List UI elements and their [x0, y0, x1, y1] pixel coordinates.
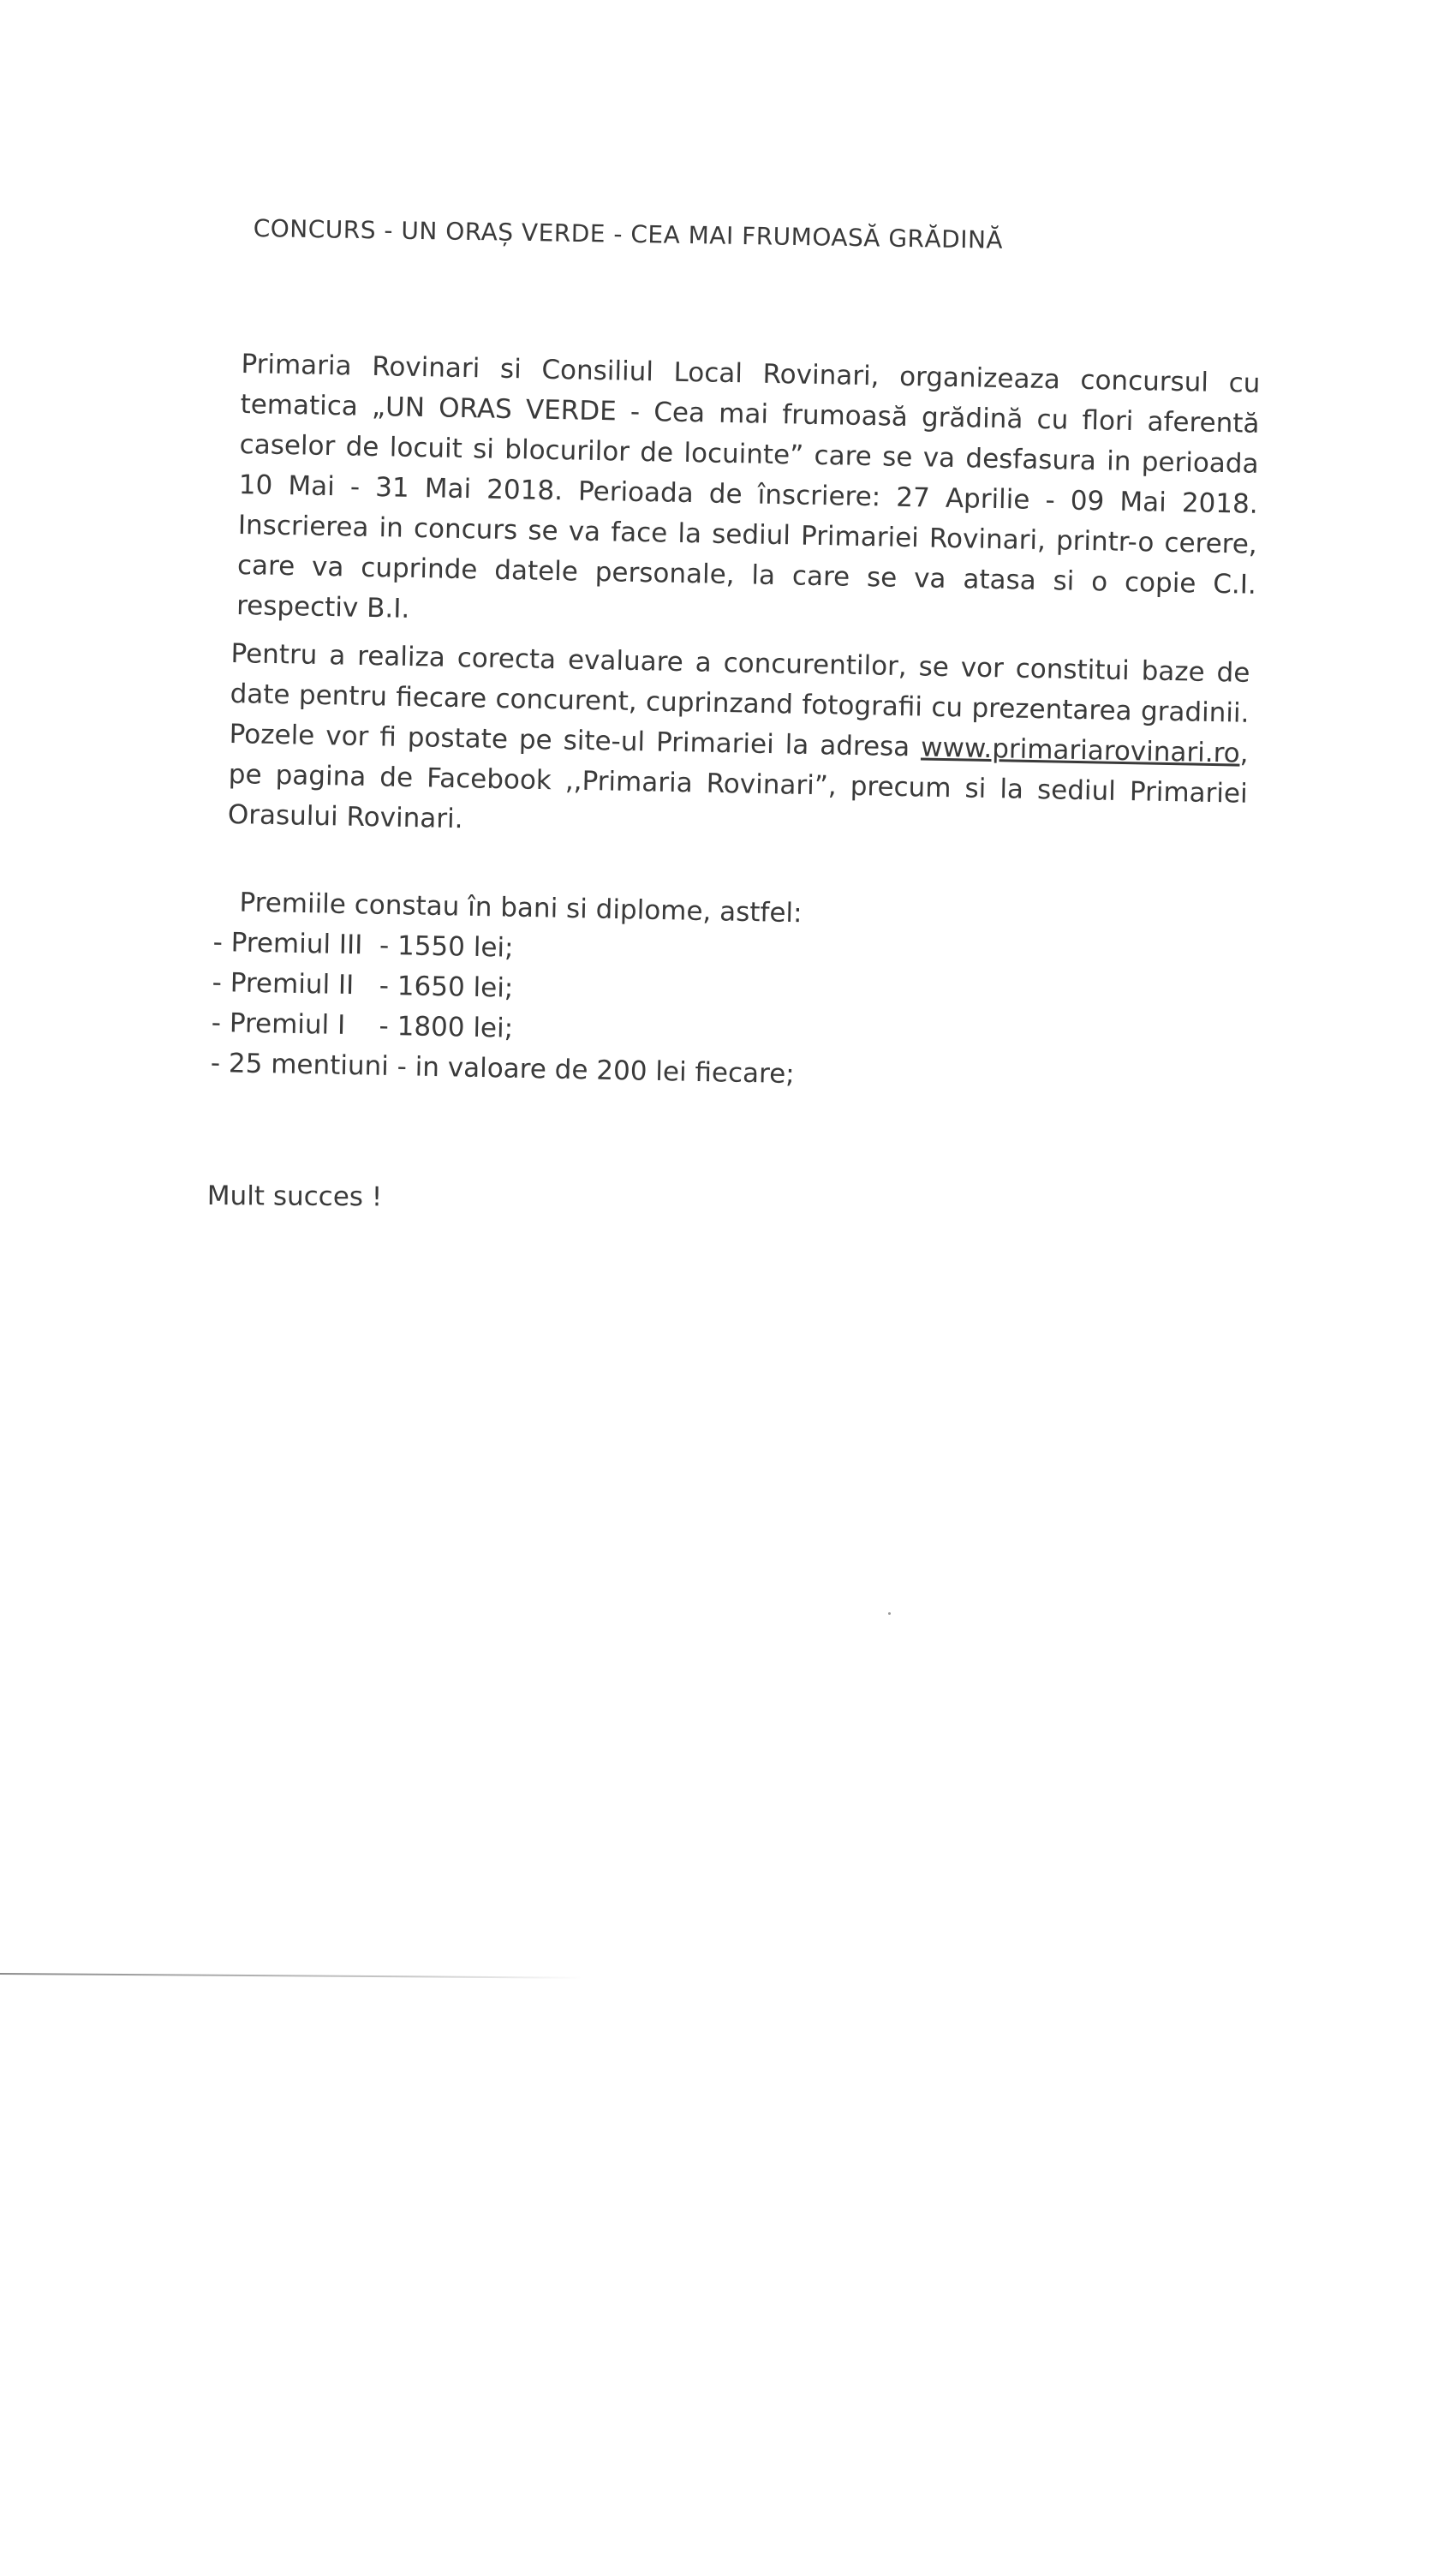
- prize-item-mentions: - 25 mentiuni - in valoare de 200 lei fiecare;: [210, 1047, 796, 1091]
- website-link[interactable]: www.primariarovinari.ro: [920, 732, 1241, 769]
- evaluation-text-start: Pentru a realiza corecta evaluare a concurentilor, se vor constitui baze de date pentru fiecare concurent, cuprinzand fotografii cu prezentarea gradinii. Pozele vor fi postate pe site-ul Primariei la adresa: [229, 637, 1250, 763]
- closing-text: Mult succes !: [206, 1180, 383, 1213]
- prize-item-third: - Premiul III - 1550 lei;: [212, 926, 514, 964]
- evaluation-text-end: , pe pagina de Facebook ,,Primaria Rovinari”, precum si la sediul Primariei Orasului Rovinari.: [227, 738, 1249, 835]
- prize-item-second: - Premiul II - 1650 lei;: [212, 966, 514, 1004]
- prizes-intro: Premiile constau în bani si diplome, astfel:: [239, 887, 803, 929]
- scan-edge-line: [0, 1973, 582, 1979]
- prizes-list: [210, 882, 802, 1095]
- document-title: CONCURS - UN ORAȘ VERDE - CEA MAI FRUMOASĂ GRĂDINĂ: [253, 214, 1004, 254]
- scan-speck: [888, 1612, 891, 1615]
- prize-item-first: - Premiul I - 1800 lei;: [211, 1007, 514, 1044]
- intro-paragraph: Primaria Rovinari si Consiliul Local Rovinari, organizeaza concursul cu tematica „UN ORAS VERDE - Cea mai frumoasă grădină cu flori aferentă caselor de locuit si blocurilor de locuinte” care se va desfasura in perioada 10 Mai - 31 Mai 2018. Perioada de înscriere: 27 Aprilie - 09 Mai 2018. Inscrierea in concurs se va face la sediul Primariei Rovinari, printr-o cerere, care va cuprinde datele personale, la care se va atasa si o copie C.I. respectiv B.I.: [236, 348, 1261, 625]
- evaluation-paragraph: [227, 634, 1250, 855]
